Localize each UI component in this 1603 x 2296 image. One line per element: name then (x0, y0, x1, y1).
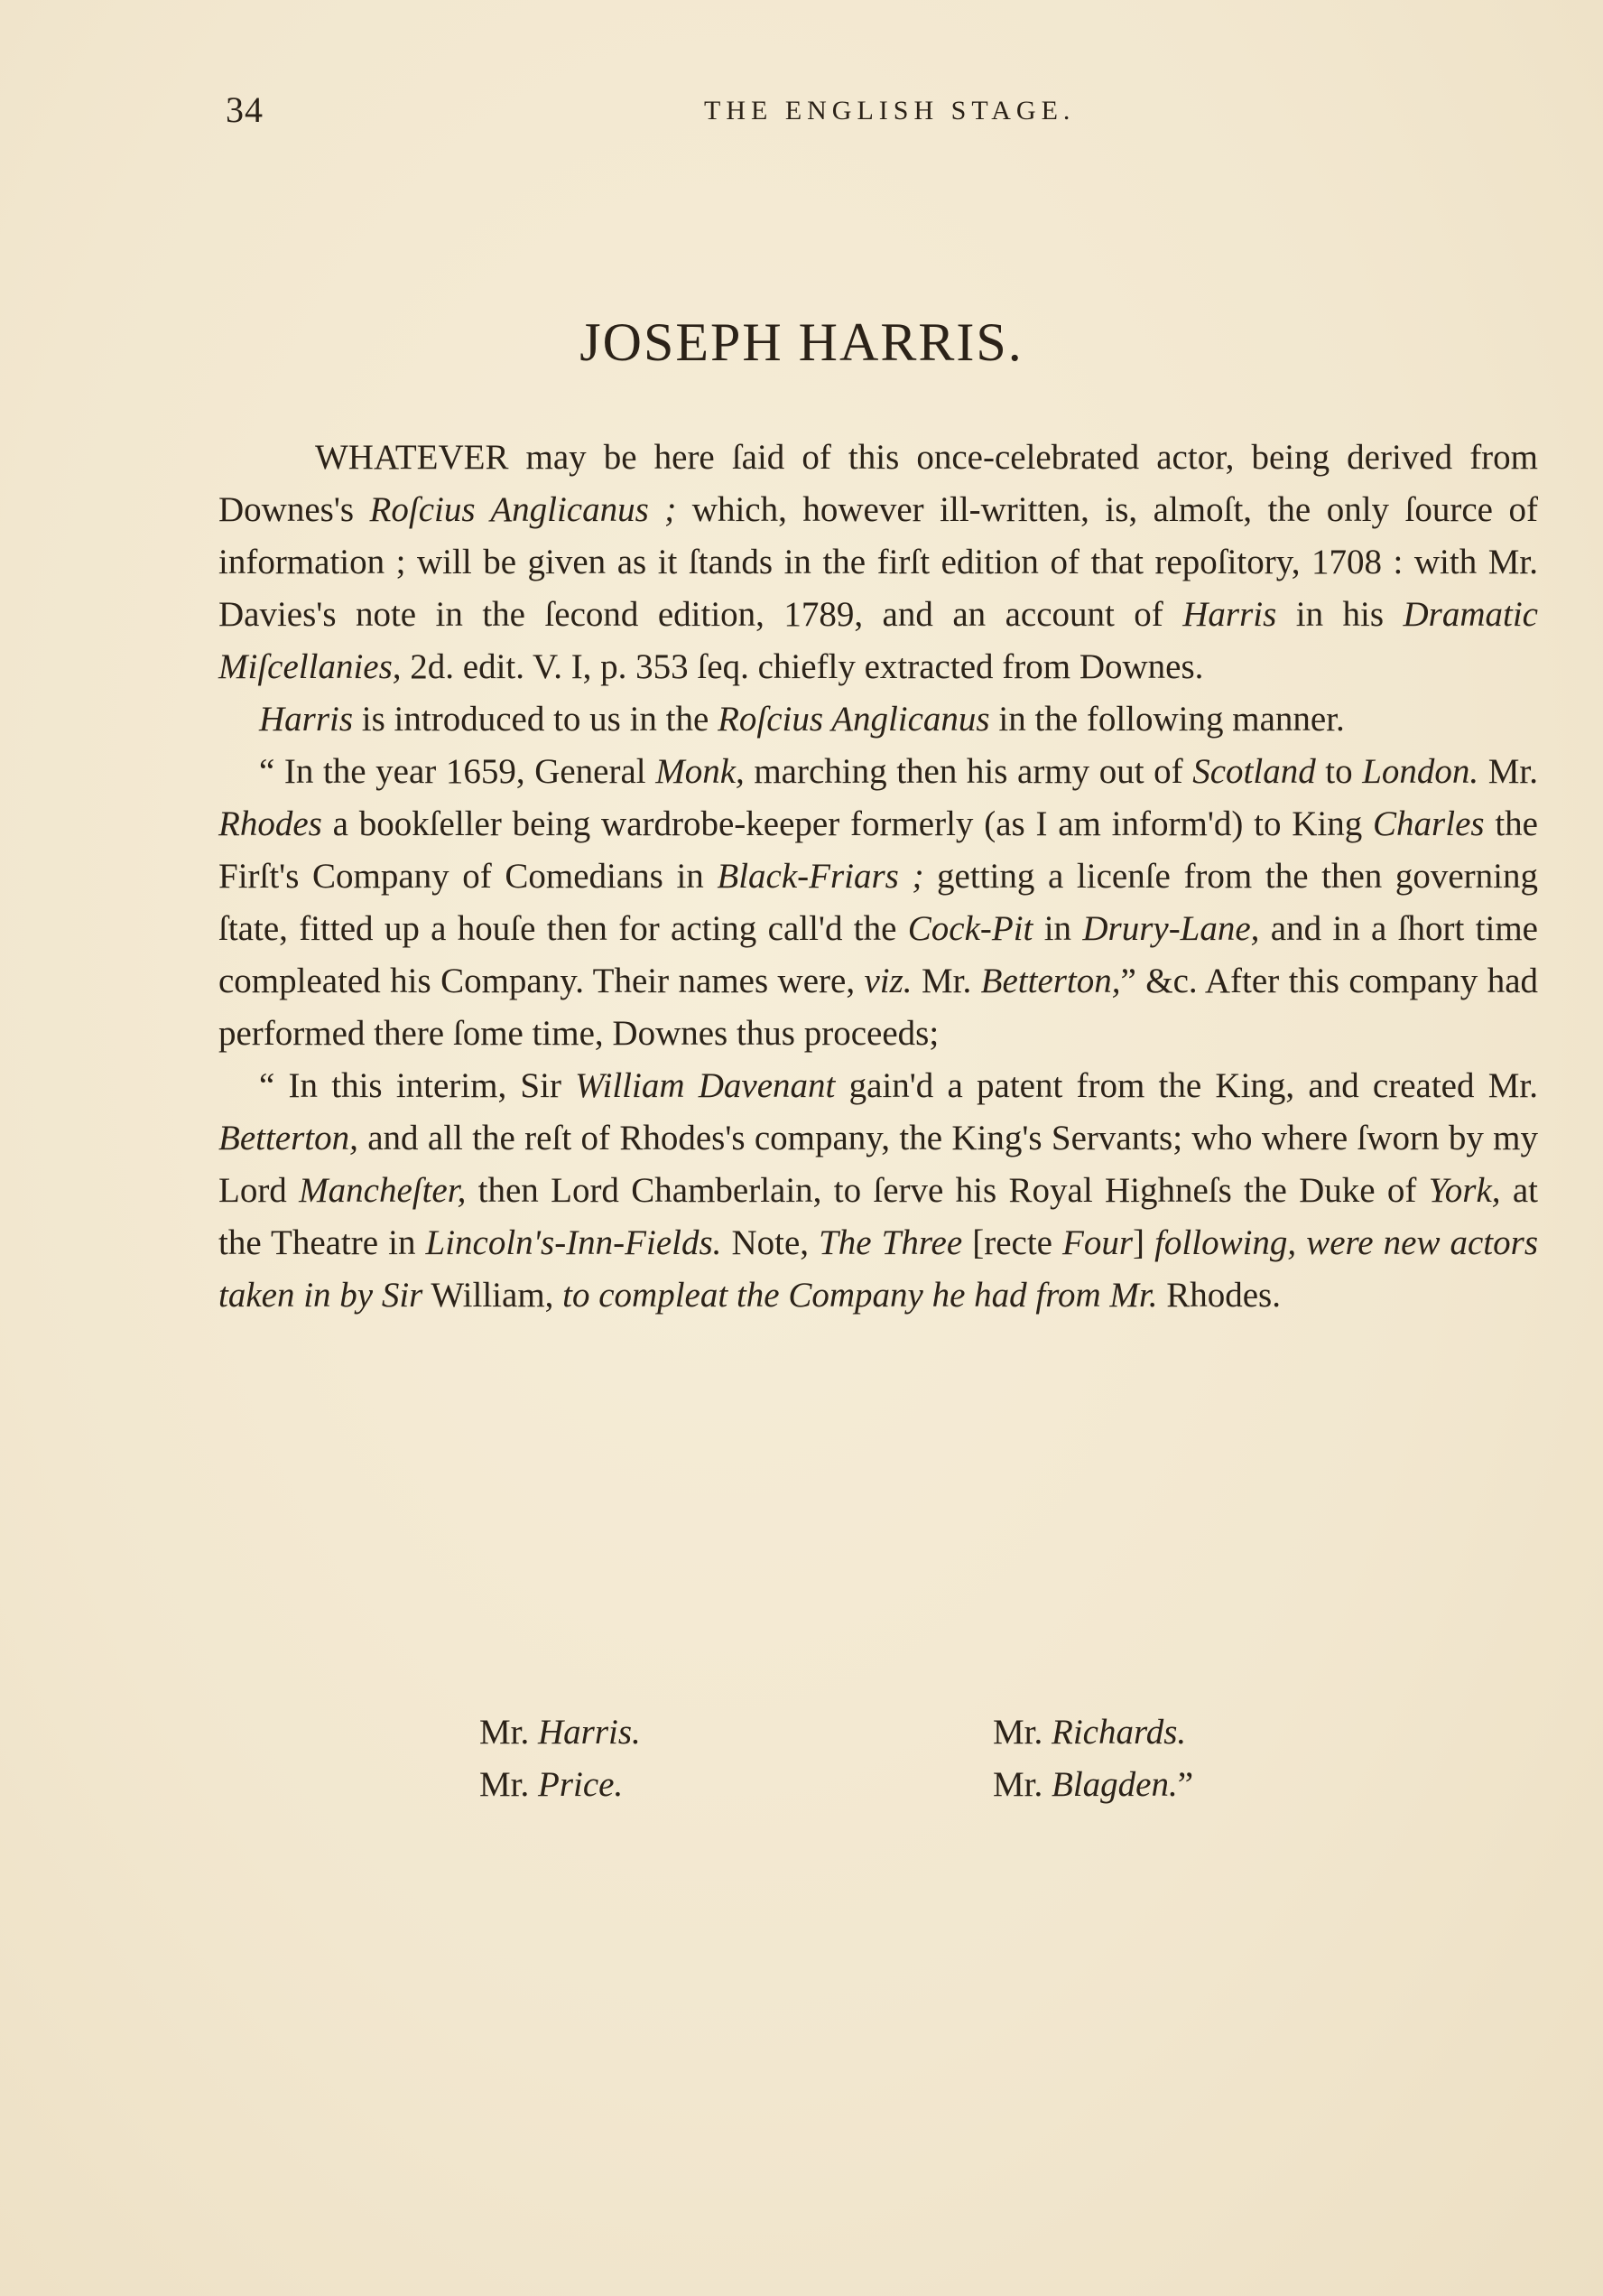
paragraph-1: WHATEVER may be here ſaid of this once-celebrated actor, being derived from Downes's Roſcius Anglicanus ; which, however ill-written, is, almoſt, the only ſource of information ; will be given as it ſtands in the firſt edition of that repoſitory, 1708 : with Mr. Davies's note in the ſecond edition, 1789, and an account of Harris in his Dramatic Miſcellanies, 2d. edit. V. I, p. 353 ſeq. chiefly extracted from Downes. (218, 438, 1538, 686)
page-number: 34 (226, 89, 264, 130)
name-richards: Mr. Richards. (993, 1713, 1187, 1752)
running-title: THE ENGLISH STAGE. (704, 96, 1076, 125)
paragraph-4-quote: “ In this interim, Sir William Davenant gain'd a patent from the King, and created Mr. Betterton, and all the reſt of Rhodes's company, the King's Servants; who where ſworn by my Lord Mancheſter, then Lord Chamberlain, to ſerve his Royal Highneſs the Duke of York, at the Theatre in Lincoln's-Inn-Fields. Note, The Three [recte Four] following, were new actors taken in by Sir William, to compleat the Company he had from Mr. Rhodes. (218, 1066, 1539, 1315)
chapter-title: JOSEPH HARRIS. (579, 312, 1024, 372)
name-blagden: Mr. Blagden.” (993, 1765, 1194, 1804)
name-price: Mr. Price. (479, 1765, 624, 1804)
paragraph-2: Harris is introduced to us in the Roſcius Anglicanus in the following manner. (259, 700, 1345, 739)
name-harris: Mr. Harris. (479, 1713, 641, 1752)
actor-name-list (0, 1706, 1603, 1815)
body-text (218, 432, 1538, 1322)
running-head (226, 88, 1534, 134)
paragraph-3-quote: “ In the year 1659, General Monk, marching then his army out of Scotland to London. Mr. Rhodes a bookſeller being wardrobe-keeper formerly (as I am inform'd) to King Charles the Firſt's Company of Comedians in Black-Friars ; getting a licenſe from the then governing ſtate, fitted up a houſe then for acting call'd the Cock-Pit in Drury-Lane, and in a ſhort time compleated his Company. Their names were, viz. Mr. Betterton,” &c. After this company had performed there ſome time, Downes thus proceeds; (218, 752, 1539, 1053)
